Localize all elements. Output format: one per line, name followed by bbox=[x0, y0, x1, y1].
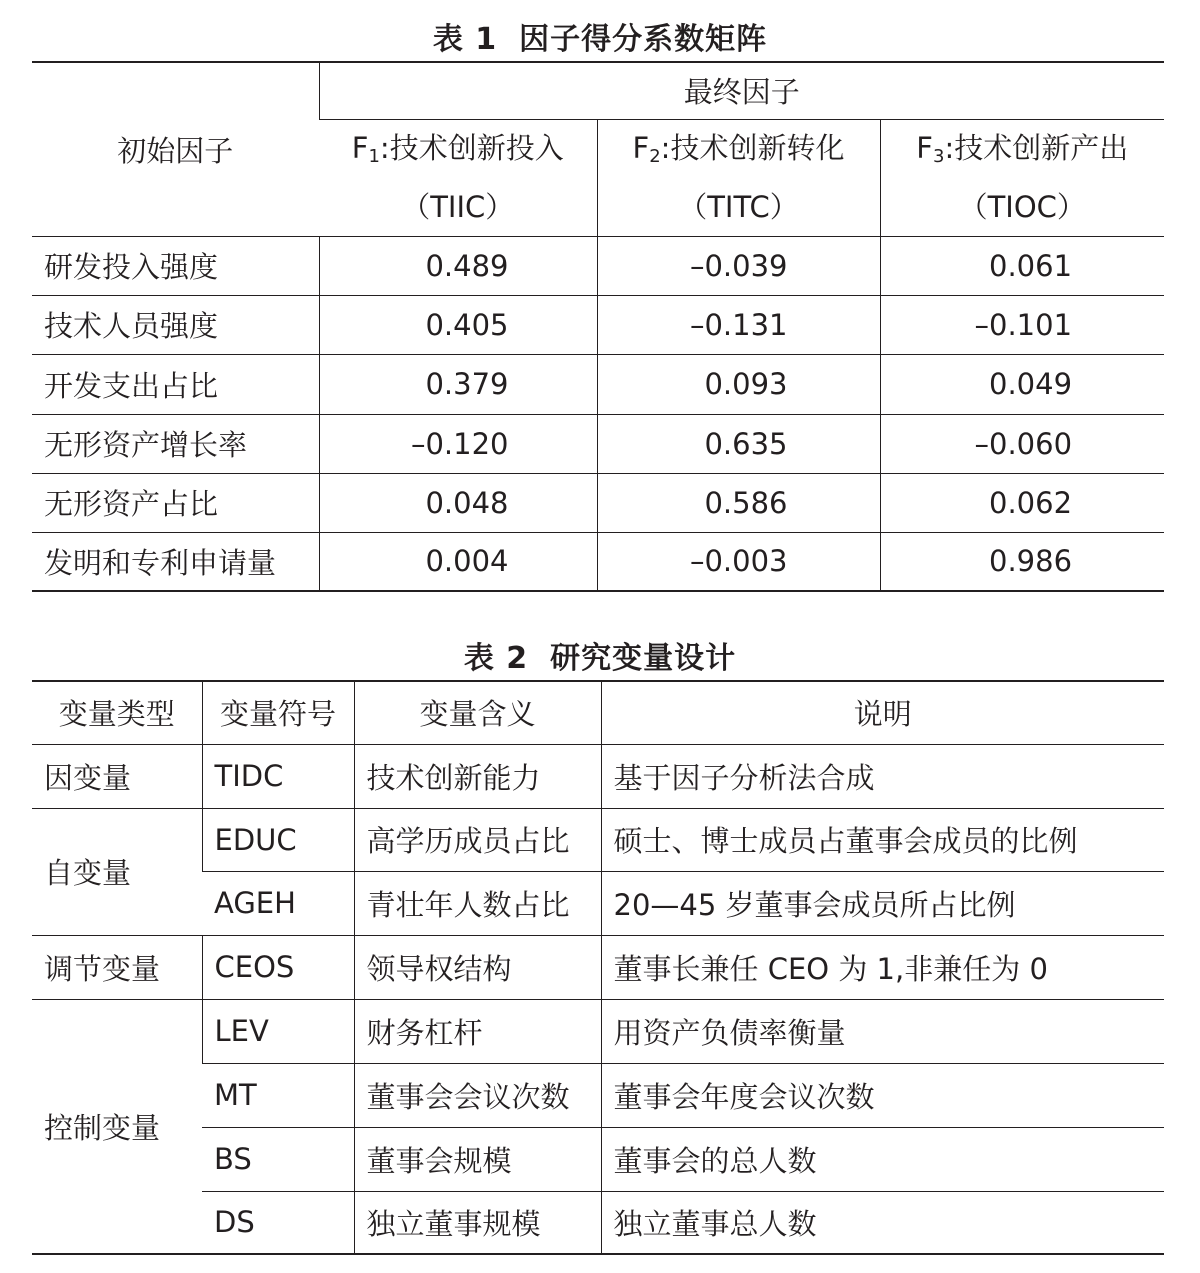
variable-type: 调节变量 bbox=[32, 935, 202, 999]
table-row bbox=[32, 414, 1164, 473]
variable-description: 董事会的总人数 bbox=[601, 1127, 1164, 1191]
variable-meaning: 技术创新能力 bbox=[354, 744, 601, 808]
table2-caption bbox=[0, 633, 1200, 677]
f1-value: 0.004 bbox=[319, 532, 597, 591]
variable-description: 董事会年度会议次数 bbox=[601, 1063, 1164, 1127]
table-row bbox=[32, 354, 1164, 414]
variable-type: 因变量 bbox=[32, 744, 202, 808]
initial-factor-header: 初始因子 bbox=[32, 62, 319, 236]
header-variable-meaning: 变量含义 bbox=[354, 681, 601, 744]
table-row bbox=[32, 744, 1164, 808]
table-row bbox=[32, 1127, 1164, 1191]
row-label: 研发投入强度 bbox=[32, 236, 319, 295]
table-row bbox=[32, 236, 1164, 295]
table2-header-row bbox=[32, 681, 1164, 744]
variable-description: 用资产负债率衡量 bbox=[601, 999, 1164, 1063]
variable-description: 20—45 岁董事会成员所占比例 bbox=[601, 871, 1164, 935]
factor-header-f2: $F_2$:技术创新转化 （TITC） bbox=[597, 119, 880, 236]
variable-meaning: 独立董事规模 bbox=[354, 1191, 601, 1254]
variable-symbol: CEOS bbox=[202, 935, 354, 999]
variable-meaning: 董事会会议次数 bbox=[354, 1063, 601, 1127]
f2-value: –0.039 bbox=[597, 236, 880, 295]
variable-symbol: BS bbox=[202, 1127, 354, 1191]
f1-value: 0.379 bbox=[319, 354, 597, 414]
variable-meaning: 青壮年人数占比 bbox=[354, 871, 601, 935]
f3-value: –0.101 bbox=[880, 295, 1164, 354]
f2-value: 0.586 bbox=[597, 473, 880, 532]
variable-symbol: TIDC bbox=[202, 744, 354, 808]
row-label: 无形资产增长率 bbox=[32, 414, 319, 473]
variable-meaning: 董事会规模 bbox=[354, 1127, 601, 1191]
f2-value: –0.003 bbox=[597, 532, 880, 591]
row-label: 开发支出占比 bbox=[32, 354, 319, 414]
variable-meaning: 财务杠杆 bbox=[354, 999, 601, 1063]
variable-symbol: EDUC bbox=[202, 808, 354, 871]
final-factor-header: 最终因子 bbox=[319, 62, 1164, 119]
f3-value: 0.062 bbox=[880, 473, 1164, 532]
factor-score-coefficient-table bbox=[32, 61, 1164, 592]
header-variable-symbol: 变量符号 bbox=[202, 681, 354, 744]
row-label: 无形资产占比 bbox=[32, 473, 319, 532]
f1-value: 0.405 bbox=[319, 295, 597, 354]
table1-caption-number: 表 1 bbox=[432, 22, 498, 57]
variable-symbol: MT bbox=[202, 1063, 354, 1127]
table-row bbox=[32, 295, 1164, 354]
variable-symbol: LEV bbox=[202, 999, 354, 1063]
table-row bbox=[32, 999, 1164, 1063]
table-row bbox=[32, 935, 1164, 999]
table-row bbox=[32, 473, 1164, 532]
table1-header-row-1 bbox=[32, 62, 1164, 119]
table-row bbox=[32, 871, 1164, 935]
variable-type: 自变量 bbox=[32, 808, 202, 935]
f3-value: 0.061 bbox=[880, 236, 1164, 295]
variable-meaning: 高学历成员占比 bbox=[354, 808, 601, 871]
row-label: 发明和专利申请量 bbox=[32, 532, 319, 591]
variable-description: 基于因子分析法合成 bbox=[601, 744, 1164, 808]
variable-description: 董事长兼任 CEO 为 1,非兼任为 0 bbox=[601, 935, 1164, 999]
header-description: 说明 bbox=[601, 681, 1164, 744]
row-label: 技术人员强度 bbox=[32, 295, 319, 354]
variable-meaning: 领导权结构 bbox=[354, 935, 601, 999]
f3-value: –0.060 bbox=[880, 414, 1164, 473]
f2-value: 0.093 bbox=[597, 354, 880, 414]
variable-type: 控制变量 bbox=[32, 999, 202, 1254]
table1-caption-title: 因子得分系数矩阵 bbox=[519, 22, 768, 57]
research-variable-design-table bbox=[32, 680, 1164, 1255]
table-row bbox=[32, 532, 1164, 591]
f3-value: 0.986 bbox=[880, 532, 1164, 591]
variable-description: 独立董事总人数 bbox=[601, 1191, 1164, 1254]
header-variable-type: 变量类型 bbox=[32, 681, 202, 744]
variable-symbol: DS bbox=[202, 1191, 354, 1254]
f1-value: 0.048 bbox=[319, 473, 597, 532]
variable-description: 硕士、博士成员占董事会成员的比例 bbox=[601, 808, 1164, 871]
table2-caption-number: 表 2 bbox=[463, 641, 529, 676]
table-row bbox=[32, 1063, 1164, 1127]
f1-value: 0.489 bbox=[319, 236, 597, 295]
table-row bbox=[32, 1191, 1164, 1254]
table-row bbox=[32, 808, 1164, 871]
f3-value: 0.049 bbox=[880, 354, 1164, 414]
f1-value: –0.120 bbox=[319, 414, 597, 473]
variable-symbol: AGEH bbox=[202, 871, 354, 935]
factor-header-f3: $F_3$:技术创新产出 （TIOC） bbox=[880, 119, 1164, 236]
table1-caption bbox=[0, 14, 1200, 58]
factor-header-f1: $F_1$:技术创新投入 （TIIC） bbox=[319, 119, 597, 236]
f2-value: –0.131 bbox=[597, 295, 880, 354]
f2-value: 0.635 bbox=[597, 414, 880, 473]
table2-caption-title: 研究变量设计 bbox=[550, 641, 737, 676]
